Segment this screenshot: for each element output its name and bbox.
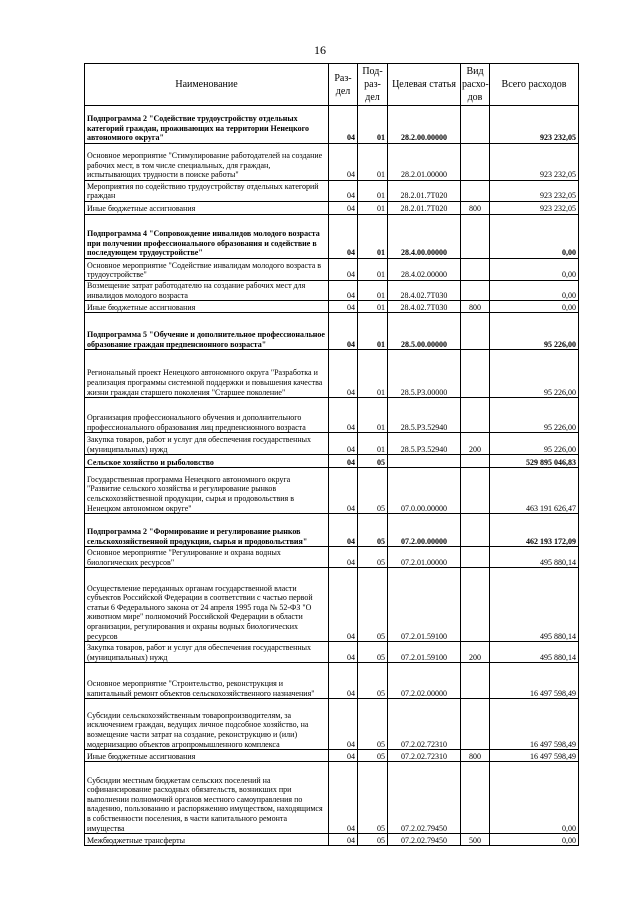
cell-subsection: 01: [358, 215, 388, 259]
table-row: [85, 514, 579, 547]
cell-total: 923 232,05: [490, 181, 579, 202]
cell-subsection: 05: [358, 663, 388, 699]
cell-section: 04: [329, 663, 358, 699]
cell-name: Сельское хозяйство и рыболовство: [85, 455, 329, 468]
cell-total: 462 193 172,09: [490, 514, 579, 547]
cell-name: Подпрограмма 2 "Формирование и регулирование рынков сельскохозяйственной продукции, сырья и продовольствия": [85, 514, 329, 547]
cell-target: 07.2.01.59100: [388, 642, 461, 663]
cell-subsection: 01: [358, 106, 388, 144]
header-total: Всего расходов: [490, 64, 579, 106]
cell-name: Государственная программа Ненецкого автономного округа "Развитие сельского хозяйства и регулирование рынков сельскохозяйственной продукции, сырья и продовольствия в Ненецком автономном округе": [85, 468, 329, 514]
cell-total: 95 226,00: [490, 313, 579, 350]
cell-name: Основное мероприятие "Содействие инвалидам молодого возраста в трудоустройстве": [85, 259, 329, 281]
cell-name: Основное мероприятие "Регулирование и охрана водных биологических ресурсов": [85, 547, 329, 568]
cell-expense-type: [461, 455, 490, 468]
cell-total: 923 232,05: [490, 202, 579, 215]
table-row: [85, 455, 579, 468]
cell-subsection: 05: [358, 642, 388, 663]
cell-target: 07.2.02.00000: [388, 663, 461, 699]
cell-target: 28.2.01.7Т020: [388, 202, 461, 215]
table-row: [85, 468, 579, 514]
cell-target: 07.2.02.79450: [388, 834, 461, 846]
page-number: 16: [314, 43, 326, 57]
cell-expense-type: [461, 259, 490, 281]
cell-expense-type: [461, 215, 490, 259]
cell-section: 04: [329, 468, 358, 514]
cell-section: 04: [329, 834, 358, 846]
cell-expense-type: 200: [461, 642, 490, 663]
cell-expense-type: [461, 144, 490, 181]
cell-section: 04: [329, 547, 358, 568]
cell-name: Иные бюджетные ассигнования: [85, 301, 329, 313]
cell-target: 28.5.00.00000: [388, 313, 461, 350]
cell-subsection: 05: [358, 699, 388, 750]
cell-subsection: 01: [358, 281, 388, 301]
cell-expense-type: [461, 398, 490, 433]
cell-subsection: 01: [358, 144, 388, 181]
cell-total: 495 880,14: [490, 547, 579, 568]
header-subsection: Под-раз-дел: [358, 64, 388, 106]
cell-target: 07.2.02.79450: [388, 762, 461, 834]
cell-total: 0,00: [490, 281, 579, 301]
cell-total: 16 497 598,49: [490, 699, 579, 750]
cell-section: 04: [329, 215, 358, 259]
table-row: [85, 301, 579, 313]
table-row: [85, 350, 579, 398]
cell-expense-type: 800: [461, 202, 490, 215]
cell-target: [388, 455, 461, 468]
cell-expense-type: 200: [461, 433, 490, 455]
table-row: [85, 313, 579, 350]
cell-target: 07.2.01.59100: [388, 568, 461, 642]
cell-target: 28.4.02.00000: [388, 259, 461, 281]
cell-total: 0,00: [490, 834, 579, 846]
cell-total: 95 226,00: [490, 433, 579, 455]
cell-subsection: 05: [358, 834, 388, 846]
cell-target: 28.5.Р3.52940: [388, 433, 461, 455]
table-row: [85, 568, 579, 642]
cell-total: 923 232,05: [490, 106, 579, 144]
table-row: [85, 259, 579, 281]
table-row: [85, 398, 579, 433]
cell-name: Иные бюджетные ассигнования: [85, 750, 329, 762]
cell-expense-type: [461, 568, 490, 642]
cell-target: 28.5.Р3.52940: [388, 398, 461, 433]
cell-total: 0,00: [490, 259, 579, 281]
table-row: [85, 202, 579, 215]
table-row: [85, 699, 579, 750]
cell-total: 0,00: [490, 301, 579, 313]
cell-section: 04: [329, 301, 358, 313]
cell-target: 07.2.01.00000: [388, 547, 461, 568]
cell-section: 04: [329, 568, 358, 642]
cell-total: 923 232,05: [490, 144, 579, 181]
table-row: [85, 642, 579, 663]
cell-subsection: 01: [358, 202, 388, 215]
cell-name: Мероприятия по содействию трудоустройству отдельных категорий граждан: [85, 181, 329, 202]
cell-expense-type: [461, 762, 490, 834]
table-row: [85, 663, 579, 699]
cell-section: 04: [329, 281, 358, 301]
cell-target: 28.2.00.00000: [388, 106, 461, 144]
table-row: [85, 762, 579, 834]
cell-expense-type: [461, 181, 490, 202]
cell-name: Подпрограмма 2 "Содействие трудоустройству отдельных категорий граждан, проживающих на территории Ненецкого автономного округа": [85, 106, 329, 144]
cell-target: 07.2.00.00000: [388, 514, 461, 547]
header-section: Раз-дел: [329, 64, 358, 106]
table-row: [85, 281, 579, 301]
table-row: [85, 181, 579, 202]
table-row: [85, 547, 579, 568]
cell-expense-type: [461, 663, 490, 699]
cell-section: 04: [329, 398, 358, 433]
cell-subsection: 05: [358, 762, 388, 834]
cell-subsection: 01: [358, 433, 388, 455]
cell-name: Организация профессионального обучения и дополнительного профессионального образования лиц предпенсионного возраста: [85, 398, 329, 433]
header-expense-type: Вид расхо-дов: [461, 64, 490, 106]
cell-section: 04: [329, 433, 358, 455]
table-header-row: [85, 64, 579, 106]
cell-section: 04: [329, 455, 358, 468]
cell-target: 28.2.01.00000: [388, 144, 461, 181]
cell-section: 04: [329, 642, 358, 663]
cell-section: 04: [329, 106, 358, 144]
cell-expense-type: [461, 106, 490, 144]
cell-subsection: 01: [358, 301, 388, 313]
cell-expense-type: [461, 281, 490, 301]
cell-name: Субсидии сельскохозяйственным товаропроизводителям, за исключением граждан, ведущих личное подсобное хозяйство, на возмещение части затрат на создание, реконструкцию и (или) модернизацию объектов агропромышленного комплекса: [85, 699, 329, 750]
cell-subsection: 05: [358, 455, 388, 468]
cell-name: Осуществление переданных органам государственной власти субъектов Российской Федерации в соответствии с частью первой статьи 6 Федерального закона от 24 апреля 1995 года № 52-ФЗ "О животном мире" полномочий Российской Федерации в области организации, регулирования и охраны водных биологических ресурсов: [85, 568, 329, 642]
cell-total: 95 226,00: [490, 350, 579, 398]
cell-section: 04: [329, 202, 358, 215]
cell-section: 04: [329, 181, 358, 202]
cell-name: Подпрограмма 4 "Сопровождение инвалидов молодого возраста при получении профессионального образования и содействие в последующем трудоустройстве": [85, 215, 329, 259]
cell-expense-type: 800: [461, 301, 490, 313]
cell-subsection: 01: [358, 259, 388, 281]
cell-subsection: 01: [358, 350, 388, 398]
cell-expense-type: 800: [461, 750, 490, 762]
table-row: [85, 215, 579, 259]
cell-name: Возмещение затрат работодателю на создание рабочих мест для инвалидов молодого возраста: [85, 281, 329, 301]
cell-subsection: 05: [358, 547, 388, 568]
cell-name: Закупка товаров, работ и услуг для обеспечения государственных (муниципальных) нужд: [85, 433, 329, 455]
cell-section: 04: [329, 350, 358, 398]
cell-target: 28.4.02.7Т030: [388, 301, 461, 313]
table-row: [85, 106, 579, 144]
cell-section: 04: [329, 514, 358, 547]
cell-name: Субсидии местным бюджетам сельских поселений на софинансирование расходных обязательств, возникших при выполнении полномочий органов местного самоуправления по владению, пользованию и распоряжению имуществом, находящимся в собственности поселения, в части капитального ремонта имущества: [85, 762, 329, 834]
table-row: [85, 834, 579, 846]
cell-subsection: 05: [358, 750, 388, 762]
cell-subsection: 01: [358, 313, 388, 350]
cell-total: 16 497 598,49: [490, 750, 579, 762]
cell-subsection: 05: [358, 568, 388, 642]
cell-total: 95 226,00: [490, 398, 579, 433]
cell-expense-type: [461, 350, 490, 398]
budget-table: [84, 63, 579, 846]
header-target: Целевая статья: [388, 64, 461, 106]
cell-total: 495 880,14: [490, 568, 579, 642]
cell-total: 463 191 626,47: [490, 468, 579, 514]
cell-name: Основное мероприятие "Стимулирование работодателей на создание рабочих мест, в том числе специальных, для граждан, испытывающих трудности в поиске работы": [85, 144, 329, 181]
cell-target: 07.2.02.72310: [388, 699, 461, 750]
cell-name: Иные бюджетные ассигнования: [85, 202, 329, 215]
cell-name: Основное мероприятие "Строительство, реконструкция и капитальный ремонт объектов сельскохозяйственного назначения": [85, 663, 329, 699]
cell-subsection: 05: [358, 514, 388, 547]
cell-target: 28.2.01.7Т020: [388, 181, 461, 202]
cell-target: 28.4.00.00000: [388, 215, 461, 259]
table-row: [85, 144, 579, 181]
cell-expense-type: [461, 468, 490, 514]
cell-target: 28.5.Р3.00000: [388, 350, 461, 398]
cell-name: Подпрограмма 5 "Обучение и дополнительное профессиональное образование граждан предпенсионного возраста": [85, 313, 329, 350]
cell-section: 04: [329, 313, 358, 350]
cell-section: 04: [329, 750, 358, 762]
table-row: [85, 433, 579, 455]
cell-name: Межбюджетные трансферты: [85, 834, 329, 846]
cell-expense-type: [461, 547, 490, 568]
cell-section: 04: [329, 762, 358, 834]
cell-section: 04: [329, 259, 358, 281]
cell-subsection: 05: [358, 468, 388, 514]
cell-target: 07.2.02.72310: [388, 750, 461, 762]
cell-expense-type: [461, 699, 490, 750]
cell-name: Закупка товаров, работ и услуг для обеспечения государственных (муниципальных) нужд: [85, 642, 329, 663]
cell-total: 0,00: [490, 762, 579, 834]
cell-subsection: 01: [358, 398, 388, 433]
cell-total: 495 880,14: [490, 642, 579, 663]
cell-target: 07.0.00.00000: [388, 468, 461, 514]
cell-total: 529 895 046,83: [490, 455, 579, 468]
table-row: [85, 750, 579, 762]
cell-name: Региональный проект Ненецкого автономного округа "Разработка и реализация программы системной поддержки и повышения качества жизни граждан старшего поколения "Старшее поколение": [85, 350, 329, 398]
cell-target: 28.4.02.7Т030: [388, 281, 461, 301]
cell-total: 0,00: [490, 215, 579, 259]
cell-section: 04: [329, 144, 358, 181]
cell-expense-type: [461, 313, 490, 350]
header-name: Наименование: [85, 64, 329, 106]
cell-subsection: 01: [358, 181, 388, 202]
cell-section: 04: [329, 699, 358, 750]
cell-expense-type: 500: [461, 834, 490, 846]
cell-total: 16 497 598,49: [490, 663, 579, 699]
cell-expense-type: [461, 514, 490, 547]
